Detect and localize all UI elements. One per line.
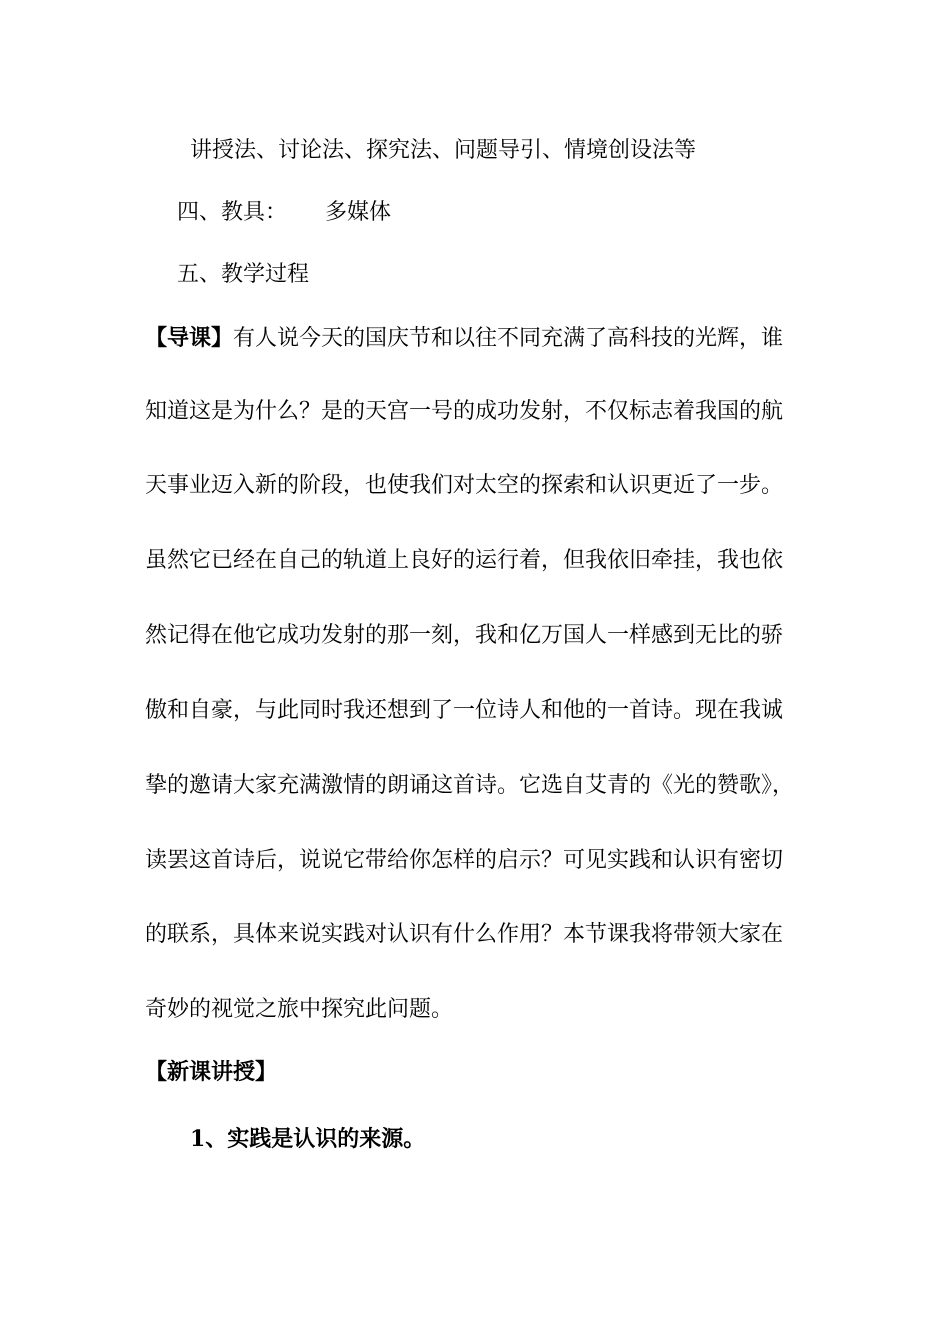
intro-line-8: 读罢这首诗后，说说它带给你怎样的启示？可见实践和认识有密切 [145, 848, 784, 873]
intro-line-3: 天事业迈入新的阶段，也使我们对太空的探索和认识更近了一步。 [145, 473, 784, 498]
teaching-tools-label: 四、教具： [177, 200, 288, 225]
intro-first-line [145, 323, 783, 354]
intro-line-7: 挚的邀请大家充满激情的朗诵这首诗。它选自艾青的《光的赞歌》， [145, 773, 795, 798]
intro-label: 【导课】 [145, 325, 234, 351]
point-one-heading: 1、实践是认识的来源。 [190, 1126, 426, 1152]
intro-line-2: 知道这是为什么？是的天宫一号的成功发射，不仅标志着我国的航 [145, 399, 784, 424]
intro-line-9: 的联系，具体来说实践对认识有什么作用？本节课我将带领大家在 [145, 922, 784, 947]
intro-line-4: 虽然它已经在自己的轨道上良好的运行着，但我依旧牵挂，我也依 [145, 548, 784, 573]
teaching-methods-line: 讲授法、讨论法、探究法、问题导引、情境创设法等 [190, 138, 697, 163]
teaching-tools-value: 多媒体 [325, 200, 392, 225]
intro-line-5: 然记得在他它成功发射的那一刻，我和亿万国人一样感到无比的骄 [145, 623, 784, 648]
new-lesson-heading: 【新课讲授】 [145, 1059, 278, 1085]
teaching-tools-line [177, 198, 391, 228]
teaching-process-heading: 五、教学过程 [177, 262, 310, 287]
intro-line-6: 傲和自豪，与此同时我还想到了一位诗人和他的一首诗。现在我诚 [145, 698, 784, 723]
intro-line-10: 奇妙的视觉之旅中探究此问题。 [145, 997, 454, 1022]
intro-first-line-text: 有人说今天的国庆节和以往不同充满了高科技的光辉，谁 [233, 326, 784, 351]
